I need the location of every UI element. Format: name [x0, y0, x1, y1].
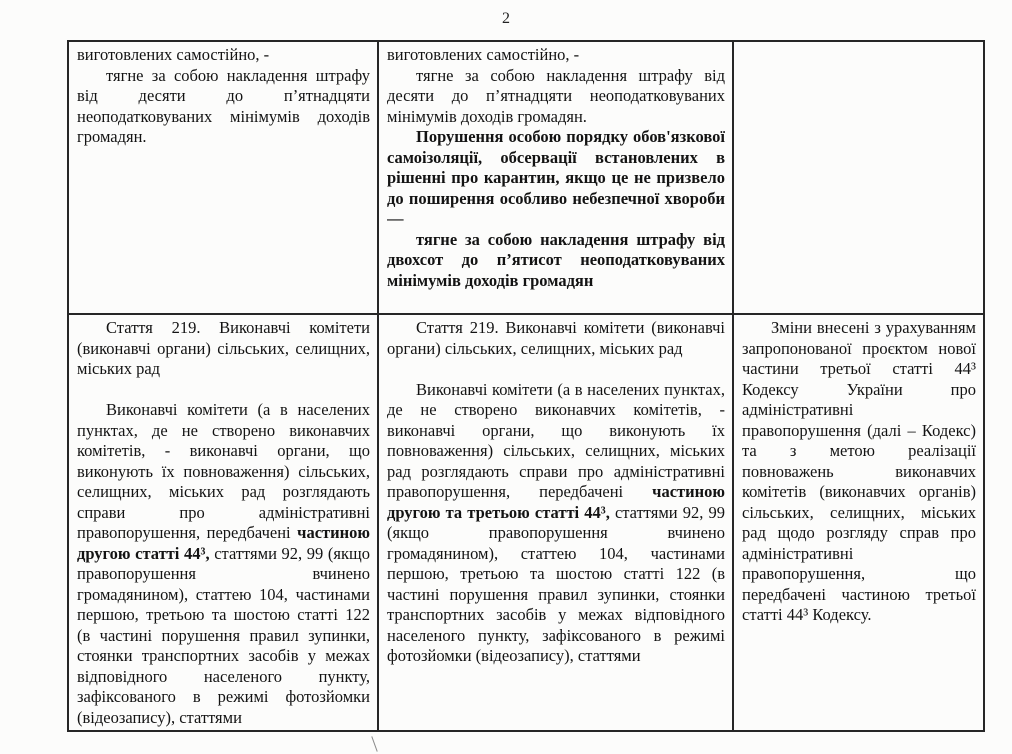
cell-proposed-article-219 [378, 314, 733, 731]
page-number: 2 [502, 10, 510, 27]
cell-remarks-empty [733, 41, 984, 314]
article-title: Стаття 219. Виконавчі комітети (виконавчі органи) сільських, селищних, міських рад [387, 318, 725, 358]
body-text: Виконавчі комітети (а в населених пунктах, де не створено виконавчих комітетів, - виконавчі органи, що виконують їх повноваження) сільських, селищних, міських рад розглядають справи про адміністративні правопорушення, передбачені [387, 379, 725, 501]
paragraph-fine: тягне за собою накладення штрафу від десяти до п’ятнадцяти неоподатковуваних мінімумів доходів громадян. [387, 65, 725, 126]
paragraph-continuation: виготовлених самостійно, - [77, 45, 270, 64]
table-row [68, 314, 984, 731]
cell-current-wording-fine [68, 41, 378, 314]
paragraph-new-fine: тягне за собою накладення штрафу від двохсот до п’ятисот неоподатковуваних мінімумів доходів громадян [387, 229, 725, 290]
table-row [68, 41, 984, 314]
body-text-bold: частиною другою та третьою статті 44³, [387, 482, 725, 522]
article-body [387, 380, 725, 667]
law-comparison-table [67, 40, 985, 732]
cell-current-article-219 [68, 314, 378, 731]
body-text: статтями 92, 99 (якщо правопорушення вчинено громадянином), статтею 104, частинами першою, третьою та шостою статті 122 (в частині порушення правил зупинки, стоянки транспортних засобів у межах відповідного населеного пункту, зафіксованого в режимі фотозйомки (відеозапису), статтями [387, 502, 725, 665]
body-text: статтями 92, 99 (якщо правопорушення вчинено громадянином), статтею 104, частинами першою, третьою та шостою статті 122 (в частині порушення правил зупинки, стоянки транспортних засобів у межах відповідного населеного пункту, зафіксованого в режимі фотозйомки (відеозапису), статтями [77, 543, 370, 727]
cell-proposed-wording-fine [378, 41, 733, 314]
body-text-bold: частиною другою статті 44³, [77, 523, 370, 563]
cell-remarks-changes [733, 314, 984, 731]
paragraph-continuation: виготовлених самостійно, - [387, 45, 580, 64]
body-text: Виконавчі комітети (а в населених пунктах, де не створено виконавчих комітетів, - виконавчі органи, що виконують їх повноваження) сільських, селищних, міських рад розглядають справи про адміністративні правопорушення, передбачені [77, 400, 370, 542]
article-body [77, 400, 370, 728]
paragraph-fine: тягне за собою накладення штрафу від десяти до п’ятнадцяти неоподатковуваних мінімумів доходів громадян. [77, 65, 370, 146]
pen-mark [371, 736, 377, 751]
paragraph-new-violation: Порушення особою порядку обов'язкової самоізоляції, обсервації встановлених в рішенні про карантин, якщо це не призвело до поширення особливо небезпечної хвороби — [387, 127, 725, 228]
remark-text: Зміни внесені з урахуванням запропонованої проєктом нової частини третьої статті 44³ Кодексу України про адміністративні правопорушення (далі – Кодекс) та з метою реалізації повноважень виконавчих комітетів (виконавчих органів) сільських, селищних, міських рад щодо розгляду справ про адміністративні правопорушення, що передбачені частиною третьої статті 44³ Кодексу. [742, 318, 976, 624]
article-title: Стаття 219. Виконавчі комітети (виконавчі органи) сільських, селищних, міських рад [77, 318, 370, 378]
